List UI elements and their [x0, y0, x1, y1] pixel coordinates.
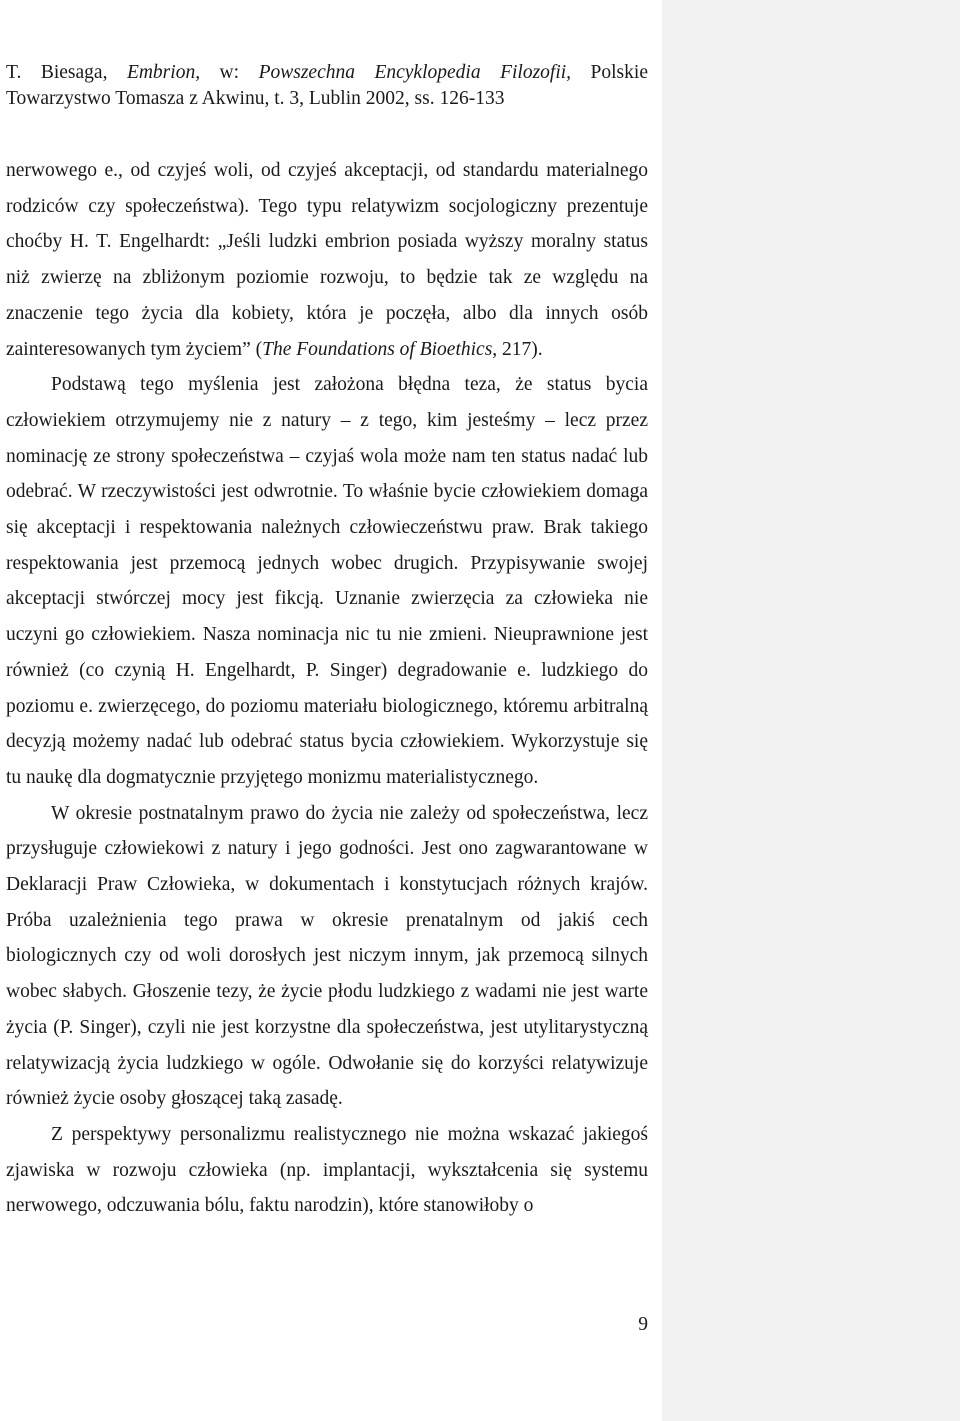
page-number: 9 [638, 1314, 648, 1335]
paragraph-1 [6, 153, 648, 367]
citation-publisher: Polskie Towarzystwo Tomasza z Akwinu, t. 3, Lublin 2002, ss. 126-133 [6, 62, 648, 109]
comment-margin-panel [662, 0, 960, 1421]
citation-in: w: [200, 62, 259, 83]
citation-book: Powszechna Encyklopedia Filozofii, [258, 62, 572, 83]
paragraph-3: W okresie postnatalnym prawo do życia nie zależy od społeczeństwa, lecz przysługuje człowiekowi z natury i jego godności. Jest ono zagwarantowane w Deklaracji Praw Człowieka, w dokumentach i konstytucjach różnych krajów. Próba uzależnienia tego prawa w okresie prenatalnym od jakiś cech biologicznych czy od woli dorosłych jest niczym innym, jak przemocą silnych wobec słabych. Głoszenie tezy, że życie płodu ludzkiego z wadami nie jest warte życia (P. Singer), czyli nie jest korzystne dla społeczeństwa, jest utylitarystyczną relatywizacją życia ludzkiego w ogóle. Odwołanie się do korzyści relatywizuje również życie osoby głoszącej taką zasadę. [6, 802, 648, 1110]
citation-author: T. Biesaga, [6, 62, 127, 83]
paragraph-1-text-b: , 217). [492, 338, 543, 360]
paragraph-1-text-a: nerwowego e., od czyjeś woli, od czyjeś akceptacji, od standardu materialnego rodziców czy społeczeństwa). Tego typu relatywizm socjologiczny prezentuje choćby H. T. Engelhardt: „Jeśli ludzki embrion posiada wyższy moralny status niż zwierzę na zbliżonym poziomie rozwoju, to będzie tak ze względu na znaczenie tego życia dla kobiety, która je poczęła, albo dla innych osób zainteresowanych tym życiem” ( [6, 160, 648, 360]
citation-header [6, 60, 648, 112]
paragraph-4: Z perspektywy personalizmu realistycznego nie można wskazać jakiegoś zjawiska w rozwoju człowieka (np. implantacji, wykształcenia się systemu nerwowego, odczuwania bólu, faktu narodzin), które stanowiłoby o [6, 1123, 648, 1217]
book-title-foundations-of-bioethics: The Foundations of Bioethics [262, 338, 493, 360]
body-text [6, 153, 648, 1224]
paragraph-2: Podstawą tego myślenia jest założona błędna teza, że status bycia człowiekiem otrzymujemy nie z natury – z tego, kim jesteśmy – lecz przez nominację ze strony społeczeństwa – czyjaś wola może nam ten status nadać lub odebrać. W rzeczywistości jest odwrotnie. To właśnie bycie człowiekiem domaga się akceptacji i respektowania należnych człowieczeństwu praw. Brak takiego respektowania jest przemocą jednych wobec drugich. Przypisywanie swojej akceptacji stwórczej mocy jest fikcją. Uznanie zwierzęcia za człowieka nie uczyni go człowiekiem. Nasza nominacja nic tu nie zmieni. Nieuprawnione jest również (co czynią H. Engelhardt, P. Singer) degradowanie e. ludzkiego do poziomu e. zwierzęcego, do poziomu materiału biologicznego, któremu arbitralną decyzją możemy nadać lub odebrać status bycia człowiekiem. Wykorzystuje się tu naukę dla dogmatycznie przyjętego monizmu materialistycznego. [6, 374, 648, 788]
citation-title: Embrion, [126, 62, 201, 83]
